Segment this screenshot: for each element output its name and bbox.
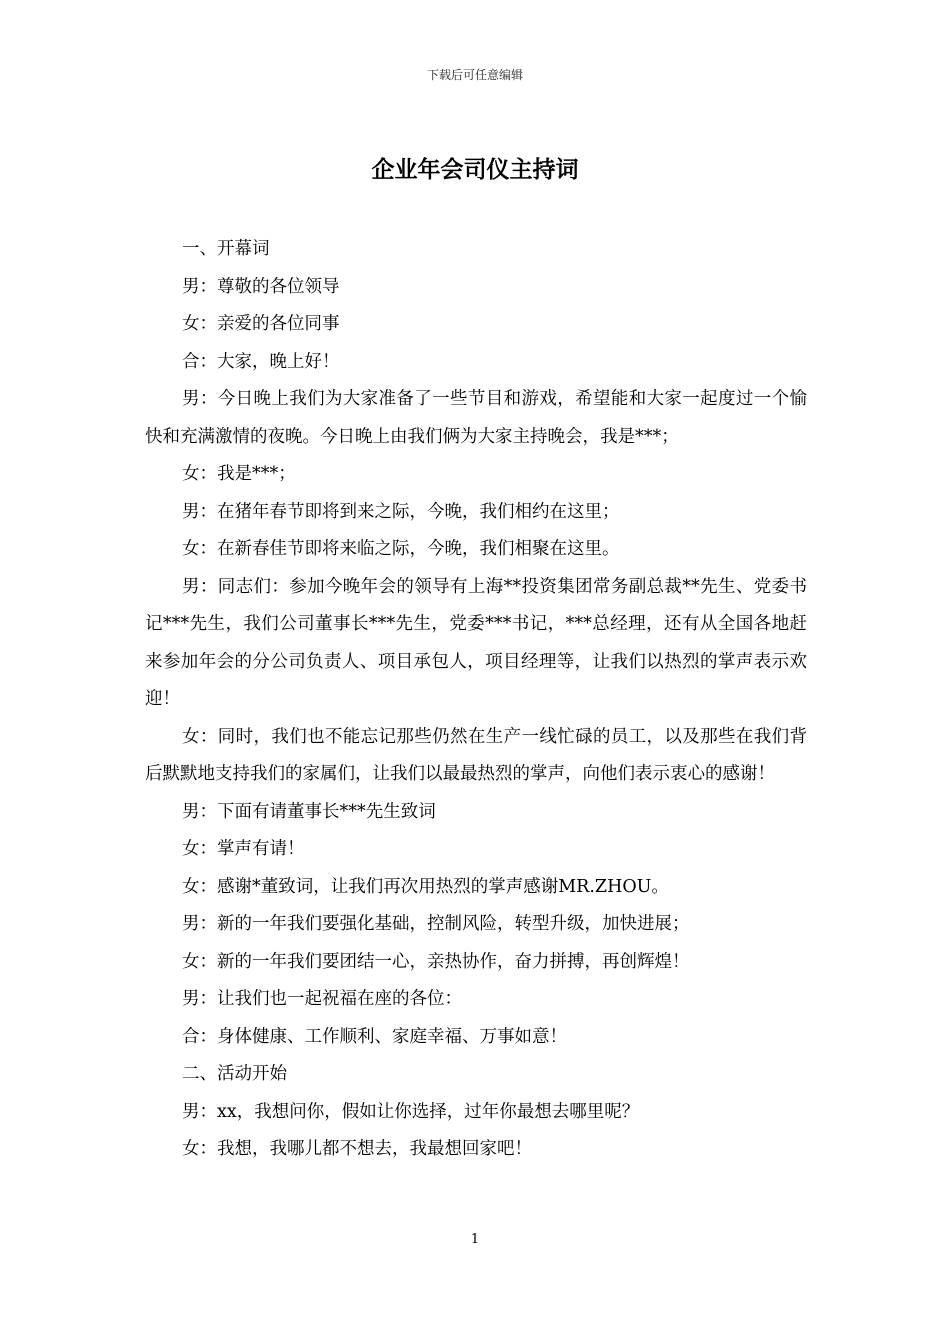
body-paragraph: 男：新的一年我们要强化基础，控制风险，转型升级，加快进展； bbox=[182, 914, 690, 934]
body-paragraph: 合：大家，晚上好！ bbox=[182, 351, 340, 372]
header-note: 下载后可任意编辑 bbox=[426, 68, 523, 82]
page-number: 1 bbox=[470, 1232, 480, 1247]
body-paragraph: 男：在猪年春节即将到来之际，今晚，我们相约在这里； bbox=[182, 501, 620, 522]
body-paragraph: 男：今日晚上我们为大家准备了一些节目和游戏，希望能和大家一起度过一个愉快和充满激情的夜晚。今日晚上由我们俩为大家主持晚会，我是***； bbox=[145, 389, 807, 447]
body-paragraph: 女：新的一年我们要团结一心，亲热协作，奋力拼搏，再创辉煌！ bbox=[182, 951, 690, 972]
body-paragraph: 女：掌声有请！ bbox=[182, 839, 305, 859]
document-title: 企业年会司仪主持词 bbox=[371, 156, 579, 183]
body-paragraph: 合：身体健康、工作顺利、家庭幸福、万事如意！ bbox=[182, 1026, 567, 1047]
body-paragraph: 女：亲爱的各位同事 bbox=[182, 314, 340, 334]
body-paragraph: 女：同时，我们也不能忘记那些仍然在生产一线忙碌的员工，以及那些在我们背后默默地支持我们的家属们，让我们以最最热烈的掌声，向他们表示衷心的感谢！ bbox=[145, 726, 807, 784]
body-paragraph: 男：同志们：参加今晚年会的领导有上海**投资集团常务副总裁**先生、党委书记***先生，我们公司董事长***先生，党委***书记，***总经理，还有从全国各地赶来参加年会的分公司负责人、项目承包人，项目经理等，让我们以热烈的掌声表示欢迎！ bbox=[145, 576, 807, 709]
body-paragraph: 男：xx，我想问你，假如让你选择，过年你最想去哪里呢？ bbox=[182, 1101, 640, 1122]
body-paragraph: 男：尊敬的各位领导 bbox=[182, 276, 340, 297]
body-paragraph: 女：我是***； bbox=[182, 464, 296, 484]
body-paragraph: 男：下面有请董事长***先生致词 bbox=[182, 801, 436, 822]
document-body bbox=[145, 231, 807, 1169]
body-paragraph: 女：在新春佳节即将来临之际，今晚，我们相聚在这里。 bbox=[182, 539, 620, 559]
body-paragraph: 女：我想，我哪儿都不想去，我最想回家吧！ bbox=[182, 1139, 532, 1159]
body-paragraph: 女：感谢*董致词，让我们再次用热烈的掌声感谢MR.ZHOU。 bbox=[182, 876, 669, 897]
section-heading-activity: 二、活动开始 bbox=[182, 1064, 287, 1084]
section-heading-opening: 一、开幕词 bbox=[182, 239, 270, 259]
body-paragraph: 男：让我们也一起祝福在座的各位： bbox=[182, 989, 462, 1009]
